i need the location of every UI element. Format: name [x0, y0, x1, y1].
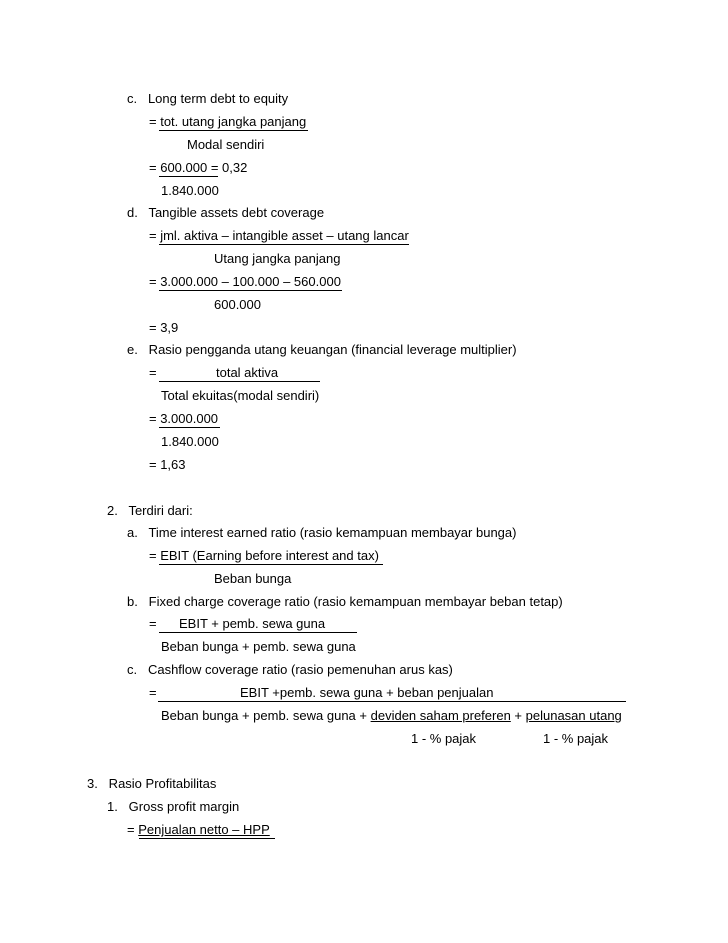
item-2b-denominator: Beban bunga + pemb. sewa guna — [161, 639, 356, 654]
item-2c-denominator — [161, 708, 622, 723]
item-c-numerator: = tot. utang jangka panjang — [149, 114, 307, 129]
item-d-eq-denominator: 600.000 — [214, 297, 261, 312]
fraction-line — [159, 290, 342, 291]
item-2a-denominator: Beban bunga — [214, 571, 292, 586]
item-d-numerator: = jml. aktiva – intangible asset – utang lancar — [149, 228, 409, 243]
item-c-result: = 0,32 — [207, 160, 248, 175]
item-2c-numerator: EBIT +pemb. sewa guna + beban penjualan — [240, 685, 494, 700]
fraction-line — [159, 244, 409, 245]
item-d-eq-numerator: = 3.000.000 – 100.000 – 560.000 — [149, 274, 341, 289]
item-2c-tax-2: 1 - % pajak — [543, 731, 609, 746]
item-d-result: = 3,9 — [149, 320, 179, 335]
item-2b-numerator: EBIT + pemb. sewa guna — [179, 616, 326, 631]
item-2c-den-part1: Beban bunga + pemb. sewa guna + — [161, 708, 371, 723]
item-3-1-numerator: Penjualan netto – HPP — [138, 822, 270, 837]
item-c-equation — [149, 160, 247, 175]
fraction-line — [159, 427, 220, 428]
fraction-line — [159, 176, 218, 177]
fraction-line — [159, 381, 320, 382]
item-d-denominator: Utang jangka panjang — [214, 251, 341, 266]
item-2c-tax-1: 1 - % pajak — [411, 731, 477, 746]
item-e-eq-denominator: 1.840.000 — [161, 434, 219, 449]
item-e-numerator: total aktiva — [216, 365, 279, 380]
equals-sign: = — [149, 616, 157, 631]
item-c-eq-numerator: 600.000 — [160, 160, 208, 175]
section-2-title: 2. Terdiri dari: — [107, 503, 193, 518]
item-e-denominator: Total ekuitas(modal sendiri) — [161, 388, 320, 403]
item-e-result: = 1,63 — [149, 457, 186, 472]
item-2a-title: a. Time interest earned ratio (rasio kemampuan membayar bunga) — [127, 525, 517, 540]
fraction-line — [139, 838, 275, 839]
equals-sign: = — [149, 365, 157, 380]
item-d-title: d. Tangible assets debt coverage — [127, 205, 325, 220]
fraction-line — [158, 701, 626, 702]
item-2c-den-part3: + — [510, 708, 526, 723]
item-e-eq-numerator: = 3.000.000 — [149, 411, 219, 426]
item-c-title: c. Long term debt to equity — [127, 91, 289, 106]
item-e-title: e. Rasio pengganda utang keuangan (financial leverage multiplier) — [127, 342, 517, 357]
item-c-eq-denominator: 1.840.000 — [161, 183, 219, 198]
fraction-line — [159, 130, 308, 131]
item-2c-title: c. Cashflow coverage ratio (rasio pemenuhan arus kas) — [127, 662, 453, 677]
item-3-1-title: 1. Gross profit margin — [107, 799, 240, 814]
equals-sign: = — [127, 822, 139, 837]
equals-sign: = — [149, 160, 161, 175]
item-2a-numerator: = EBIT (Earning before interest and tax) — [149, 548, 379, 563]
item-2c-den-part4: pelunasan utang — [525, 708, 622, 723]
equals-sign: = — [149, 685, 157, 700]
item-3-1-equation — [127, 822, 270, 837]
section-3-title: 3. Rasio Profitabilitas — [87, 776, 217, 791]
fraction-line — [159, 564, 383, 565]
item-c-denominator: Modal sendiri — [187, 137, 265, 152]
item-2c-den-part2: deviden saham preferen — [370, 708, 511, 723]
item-2b-title: b. Fixed charge coverage ratio (rasio kemampuan membayar beban tetap) — [127, 594, 563, 609]
fraction-line — [159, 632, 357, 633]
